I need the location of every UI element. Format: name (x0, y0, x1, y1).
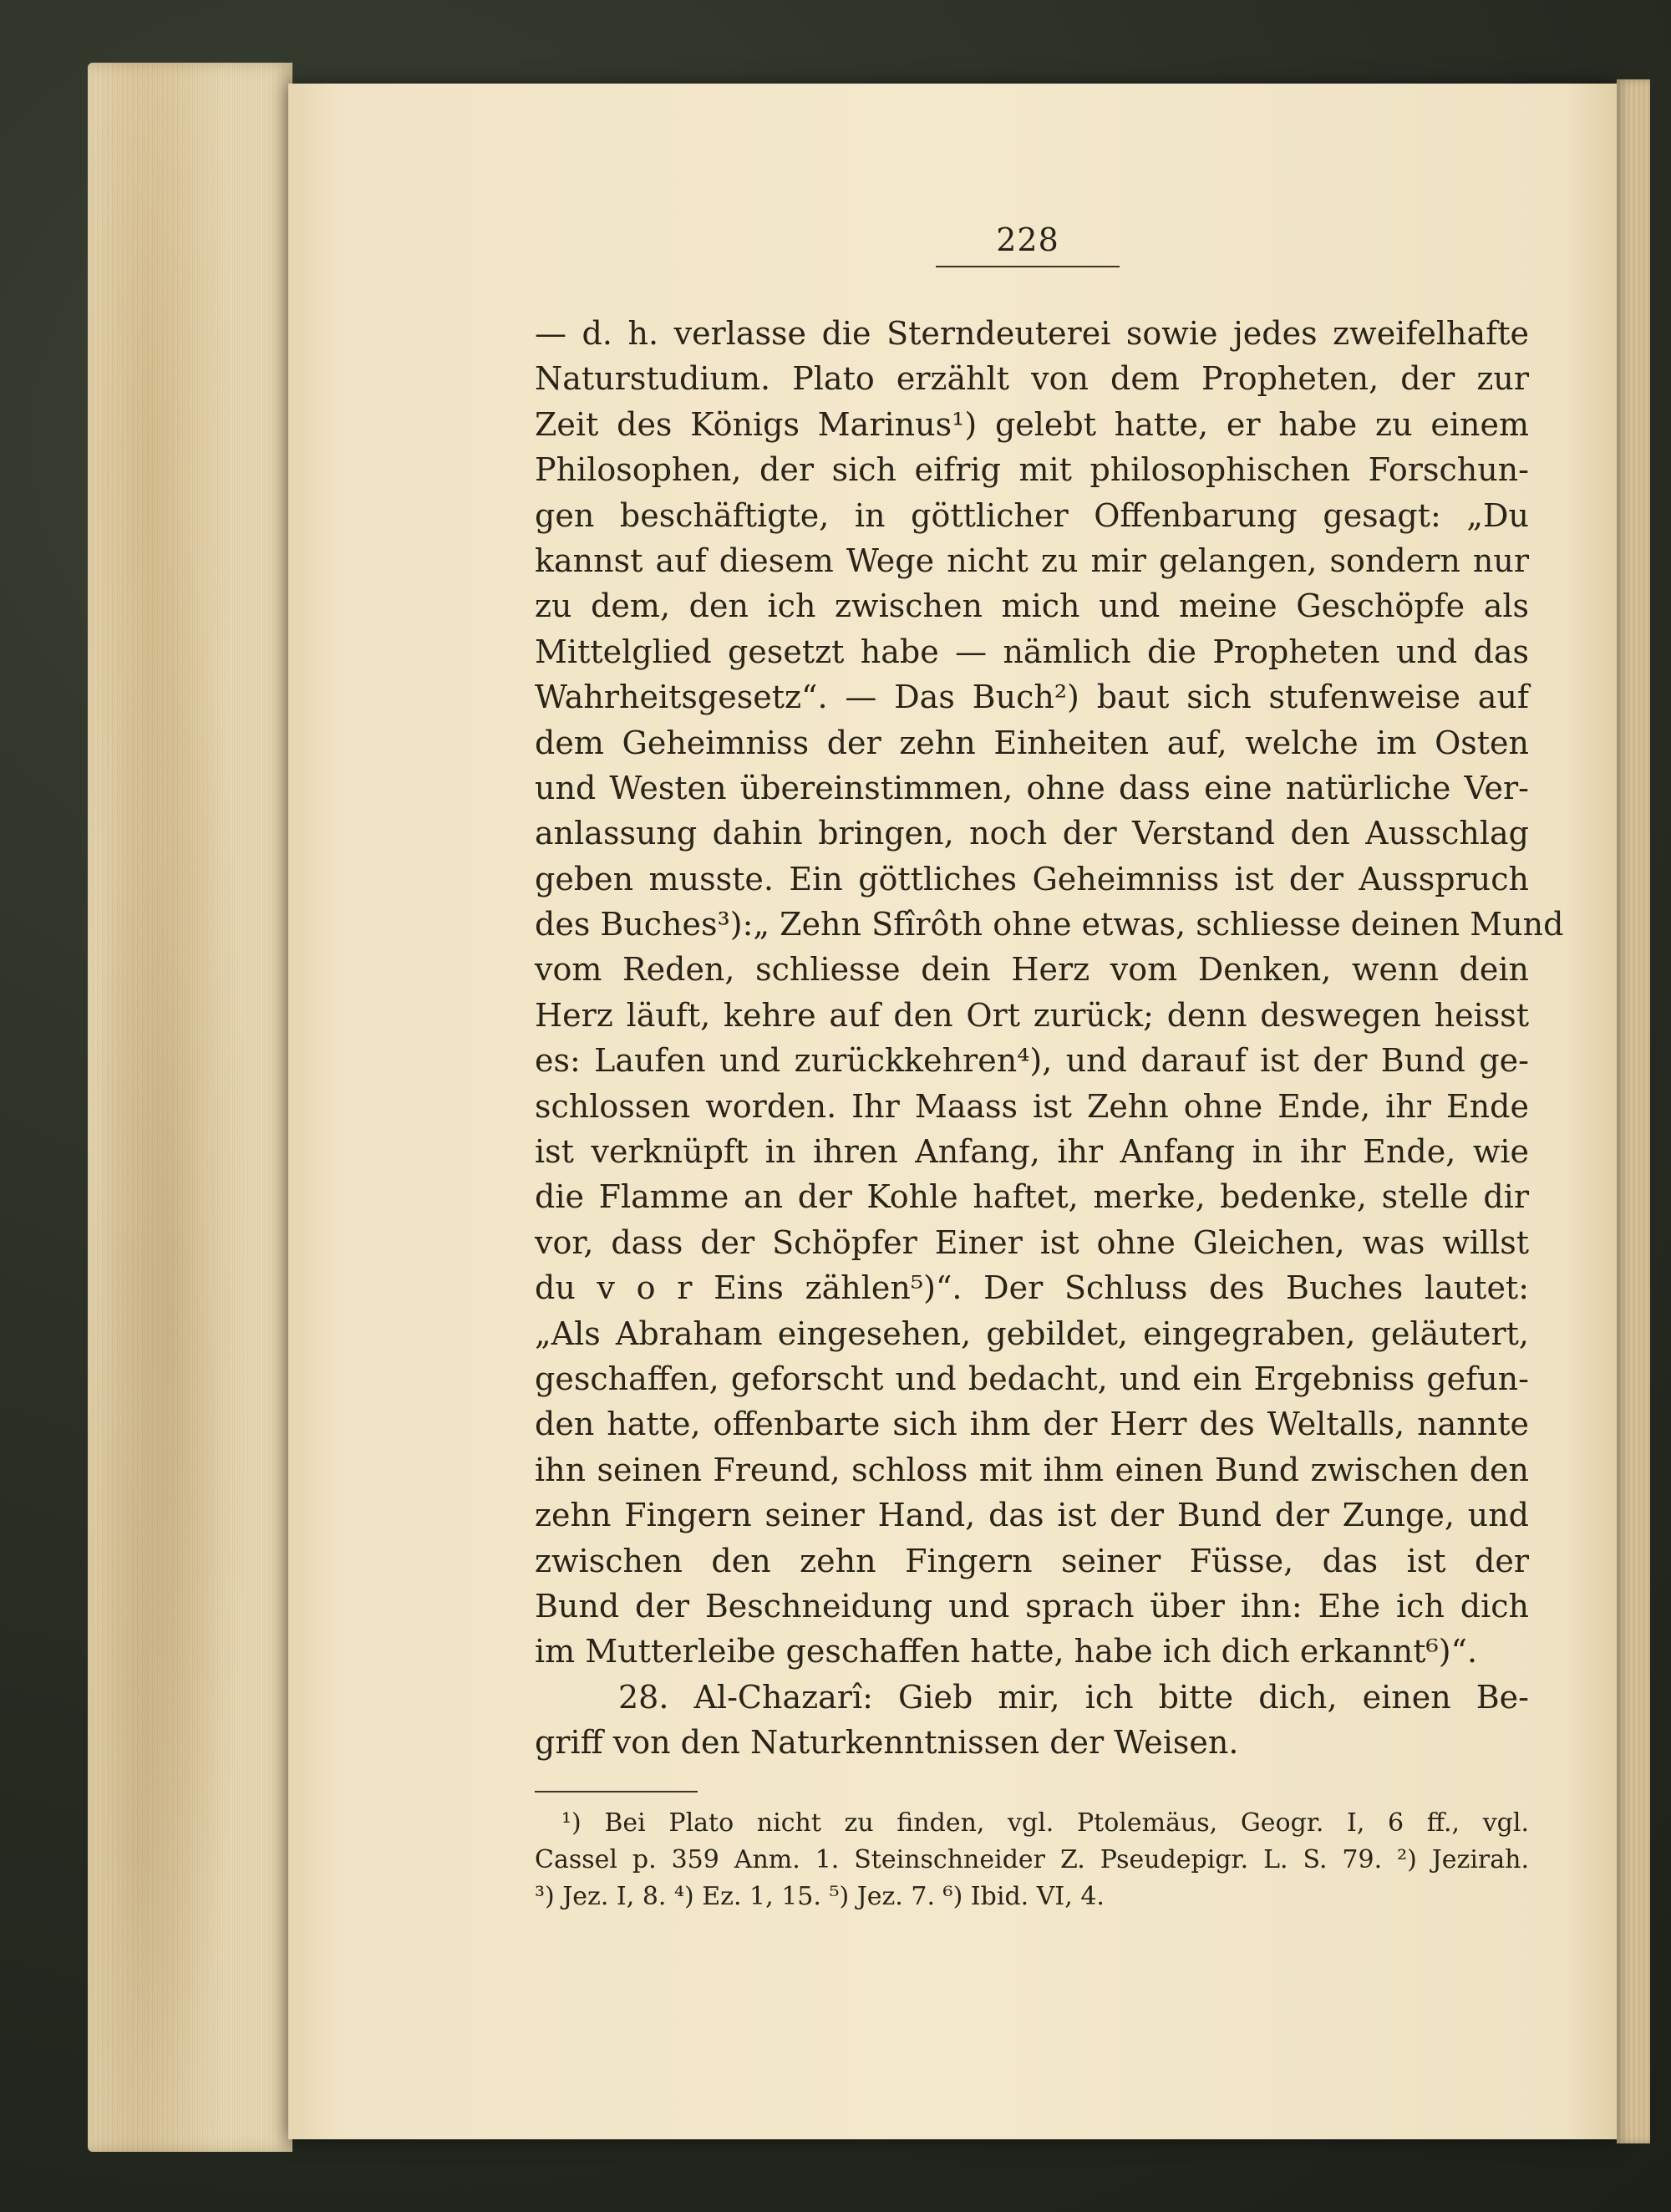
text-line: dem Geheimniss der zehn Einheiten auf, welche im Osten (535, 724, 1529, 761)
text-line: Bund der Beschneidung und sprach über ihn: Ehe ich dich (535, 1587, 1529, 1625)
text-line: Herz läuft, kehre auf den Ort zurück; denn deswegen heisst (535, 996, 1529, 1034)
text-line: es: Laufen und zurückkehren⁴), und darauf ist der Bund ge- (535, 1042, 1529, 1080)
footnote-rule (535, 1791, 698, 1792)
footnote-line: ³) Jez. I, 8. ⁴) Ez. 1, 15. ⁵) Jez. 7. ⁶) Ibid. VI, 4. (535, 1882, 1105, 1911)
text-line: geben musste. Ein göttliches Geheimniss ist der Ausspruch (535, 860, 1529, 898)
text-line: die Flamme an der Kohle haftet, merke, bedenke, stelle dir (535, 1178, 1529, 1216)
section-28-heading-line: 28. Al-Chazarî: Gieb mir, ich bitte dich, einen Be- (618, 1678, 1529, 1716)
text-line: gen beschäftigte, in göttlicher Offenbarung gesagt: „Du (535, 496, 1529, 534)
footnote-line: ¹) Bei Plato nicht zu finden, vgl. Ptolemäus, Geogr. I, 6 ff., vgl. (561, 1808, 1529, 1838)
text-line: schlossen worden. Ihr Maass ist Zehn ohne Ende, ihr Ende (535, 1087, 1529, 1125)
right-page-edge (1617, 79, 1650, 2143)
text-line: ihn seinen Freund, schloss mit ihm einen Bund zwischen den (535, 1451, 1529, 1488)
text-line: ist verknüpft in ihren Anfang, ihr Anfang in ihr Ende, wie (535, 1133, 1529, 1171)
text-line: zwischen den zehn Fingern seiner Füsse, das ist der (535, 1542, 1529, 1579)
text-line: den hatte, offenbarte sich ihm der Herr des Weltalls, nannte (535, 1406, 1529, 1443)
page-number: 228 (996, 221, 1059, 258)
text-line: vor, dass der Schöpfer Einer ist ohne Gleichen, was willst (535, 1223, 1529, 1261)
text-line: anlassung dahin bringen, noch der Verstand den Ausschlag (535, 815, 1529, 852)
text-line: im Mutterleibe geschaffen hatte, habe ich dich erkannt⁶)“. (535, 1633, 1478, 1670)
text-line: — d. h. verlasse die Sterndeuterei sowie jedes zweifelhafte (535, 315, 1529, 352)
text-line: vom Reden, schliesse dein Herz vom Denken, wenn dein (535, 951, 1529, 989)
text-line: „Als Abraham eingesehen, gebildet, eingegraben, geläutert, (535, 1314, 1529, 1352)
text-line: geschaffen, geforscht und bedacht, und ein Ergebniss gefun- (535, 1360, 1529, 1397)
text-line: und Westen übereinstimmen, ohne dass eine natürliche Ver- (535, 769, 1529, 806)
text-line: Zeit des Königs Marinus¹) gelebt hatte, er habe zu einem (535, 405, 1529, 443)
text-line: du v o r Eins zählen⁵)“. Der Schluss des Buches lautet: (535, 1269, 1529, 1307)
text-line: Wahrheitsgesetz“. — Das Buch²) baut sich stufenweise auf (535, 679, 1529, 716)
text-line: zehn Fingern seiner Hand, das ist der Bund der Zunge, und (535, 1497, 1529, 1534)
text-line: kannst auf diesem Wege nicht zu mir gelangen, sondern nur (535, 542, 1529, 579)
text-line: des Buches³):„ Zehn Sfîrôth ohne etwas, schliesse deinen Mund (535, 906, 1564, 943)
footnote-line: Cassel p. 359 Anm. 1. Steinschneider Z. Pseudepigr. L. S. 79. ²) Jezirah. (535, 1845, 1529, 1874)
text-line: zu dem, den ich zwischen mich und meine Geschöpfe als (535, 587, 1529, 625)
text-line: Naturstudium. Plato erzählt von dem Propheten, der zur (535, 360, 1529, 398)
text-line: griff von den Naturkenntnissen der Weisen. (535, 1724, 1239, 1762)
text-line: Philosophen, der sich eifrig mit philosophischen Forschun- (535, 451, 1529, 489)
text-line: Mittelglied gesetzt habe — nämlich die Propheten und das (535, 633, 1529, 670)
page-number-rule (936, 266, 1120, 267)
footnotes (535, 1805, 1529, 1915)
page-block-edges (88, 63, 292, 2152)
body-text (535, 311, 1564, 1766)
